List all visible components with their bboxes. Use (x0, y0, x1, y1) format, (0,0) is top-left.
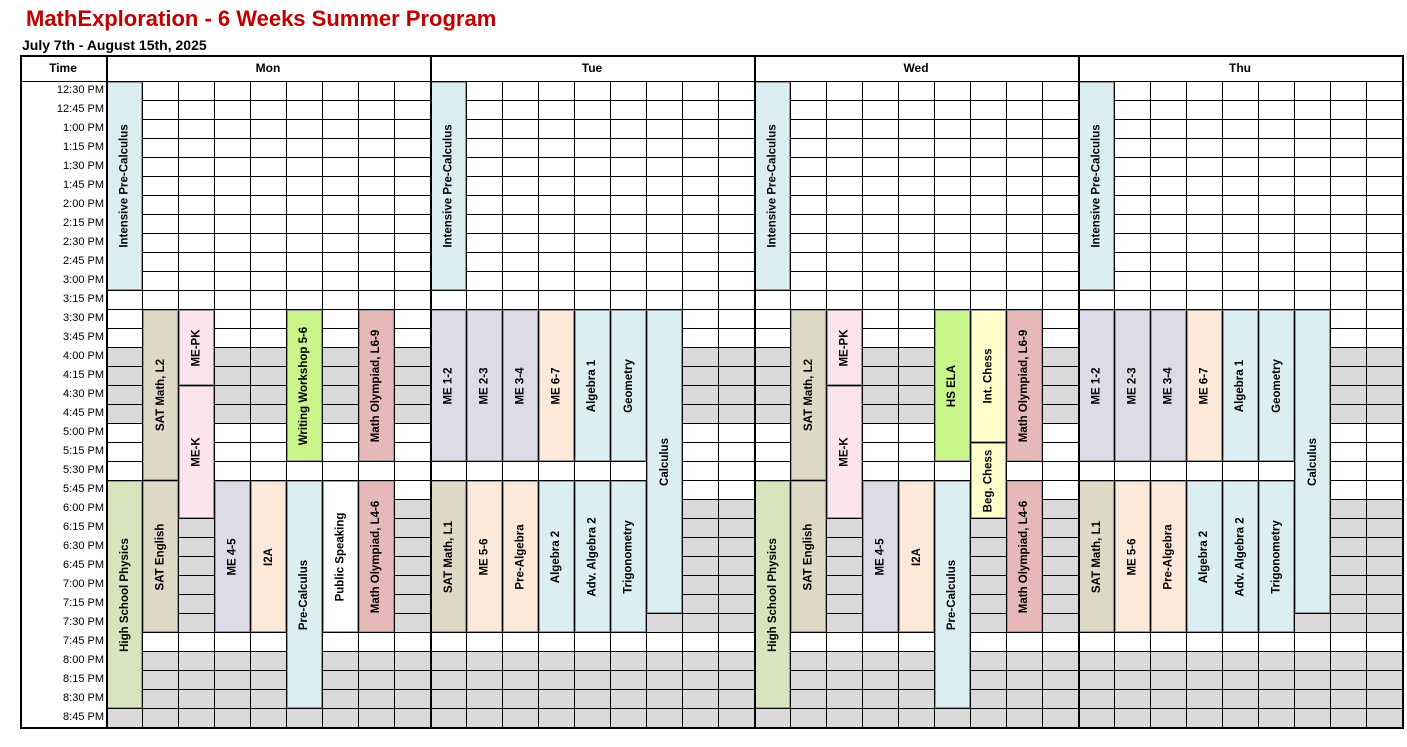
class-label: SAT English (802, 523, 815, 590)
class-block[interactable] (431, 82, 466, 290)
class-label: ME 3-4 (514, 366, 527, 405)
class-label: Pre-Calculus (298, 559, 311, 630)
day-border (1402, 55, 1404, 729)
class-block[interactable] (215, 481, 250, 632)
class-block[interactable] (1079, 481, 1114, 632)
time-label: 1:15 PM (63, 141, 104, 153)
class-block[interactable] (323, 481, 358, 632)
class-label: ME 6-7 (550, 366, 563, 405)
class-label: Algebra 2 (1198, 530, 1211, 583)
class-block[interactable] (179, 386, 214, 518)
time-label: 3:15 PM (63, 293, 104, 305)
class-label: Beg. Chess (982, 449, 995, 512)
day-header: Tue (581, 61, 603, 75)
class-label: Adv. Algebra 2 (586, 516, 599, 597)
class-block[interactable] (1151, 481, 1186, 632)
time-label: 3:45 PM (63, 331, 104, 343)
time-label: 8:30 PM (63, 692, 104, 704)
day-border (754, 55, 756, 729)
time-label: 6:45 PM (63, 559, 104, 571)
class-label: Trigonometry (622, 519, 635, 594)
class-block[interactable] (503, 481, 538, 632)
class-label: SAT Math, L1 (1090, 520, 1103, 593)
date-range: July 7th - August 15th, 2025 (22, 37, 207, 53)
class-label: Math Olympiad, L4-6 (370, 500, 383, 613)
class-block[interactable] (359, 481, 394, 632)
time-label: 5:45 PM (63, 483, 104, 495)
class-block[interactable] (467, 310, 502, 461)
class-label: Algebra 1 (1234, 359, 1247, 412)
time-label: 7:30 PM (63, 616, 104, 628)
class-block[interactable] (827, 386, 862, 518)
class-label: Math Olympiad, L6-9 (370, 329, 383, 442)
class-label: ME 6-7 (1198, 366, 1211, 405)
class-block[interactable] (971, 310, 1006, 442)
page-title: MathExploration - 6 Weeks Summer Program (26, 6, 497, 31)
class-label: Math Olympiad, L4-6 (1018, 500, 1031, 613)
class-block[interactable] (575, 481, 610, 632)
time-label: 8:00 PM (63, 654, 104, 666)
class-label: ME-K (190, 437, 203, 467)
class-block[interactable] (287, 310, 322, 461)
class-block[interactable] (827, 310, 862, 385)
class-block[interactable] (431, 310, 466, 461)
class-block[interactable] (1187, 310, 1222, 461)
class-label: ME 4-5 (874, 537, 887, 576)
class-block[interactable] (287, 481, 322, 708)
class-label: SAT Math, L1 (442, 520, 455, 593)
day-header: Thu (1229, 61, 1251, 75)
class-label: ME-PK (190, 328, 203, 367)
class-block[interactable] (791, 481, 826, 632)
time-label: 5:30 PM (63, 464, 104, 476)
time-label: 7:15 PM (63, 597, 104, 609)
time-label: 5:15 PM (63, 445, 104, 457)
class-label: Public Speaking (334, 512, 347, 601)
class-label: Pre-Calculus (946, 559, 959, 630)
class-block[interactable] (1295, 310, 1330, 613)
time-label: 2:30 PM (63, 236, 104, 248)
class-label: ME-K (838, 437, 851, 467)
day-border (1078, 55, 1080, 729)
class-block[interactable] (539, 481, 574, 632)
time-label: 4:00 PM (63, 350, 104, 362)
frame-bottom (20, 727, 1403, 729)
class-block[interactable] (1115, 310, 1150, 461)
time-label: 7:00 PM (63, 578, 104, 590)
day-border (430, 55, 432, 729)
class-label: ME 5-6 (1126, 537, 1139, 576)
class-block[interactable] (1079, 310, 1114, 461)
class-label: Intensive Pre-Calculus (118, 124, 131, 248)
class-block[interactable] (971, 443, 1006, 518)
class-block[interactable] (107, 481, 142, 708)
class-block[interactable] (359, 310, 394, 461)
class-label: ME 1-2 (442, 366, 455, 405)
class-label: Geometry (1270, 358, 1283, 413)
class-block[interactable] (107, 82, 142, 290)
class-label: I2A (262, 547, 275, 566)
class-label: Intensive Pre-Calculus (766, 124, 779, 248)
class-block[interactable] (1259, 481, 1294, 632)
class-block[interactable] (143, 310, 178, 480)
time-label: 2:45 PM (63, 255, 104, 267)
class-block[interactable] (791, 310, 826, 480)
day-header: Mon (255, 61, 281, 75)
class-block[interactable] (503, 310, 538, 461)
class-block[interactable] (935, 310, 970, 461)
class-label: High School Physics (766, 537, 779, 652)
time-label: 4:15 PM (63, 369, 104, 381)
class-block[interactable] (611, 310, 646, 461)
class-block[interactable] (143, 481, 178, 632)
time-header: Time (49, 61, 77, 75)
class-label: Algebra 2 (550, 530, 563, 583)
class-block[interactable] (1223, 310, 1258, 461)
time-label: 4:45 PM (63, 407, 104, 419)
class-block[interactable] (1187, 481, 1222, 632)
time-label: 8:15 PM (63, 673, 104, 685)
class-block[interactable] (179, 310, 214, 385)
class-label: ME 4-5 (226, 537, 239, 576)
time-label: 8:45 PM (63, 711, 104, 723)
class-block[interactable] (1115, 481, 1150, 632)
time-label: 6:15 PM (63, 521, 104, 533)
class-label: Pre-Algebra (1162, 523, 1175, 590)
time-label: 4:30 PM (63, 388, 104, 400)
class-block[interactable] (863, 481, 898, 632)
class-block[interactable] (467, 481, 502, 632)
class-label: High School Physics (118, 537, 131, 652)
time-label: 12:30 PM (56, 84, 104, 96)
class-label: Calculus (1306, 437, 1319, 486)
class-label: Pre-Algebra (514, 523, 527, 590)
class-label: Intensive Pre-Calculus (1090, 124, 1103, 248)
class-label: ME 2-3 (478, 366, 491, 405)
class-label: ME 1-2 (1090, 366, 1103, 405)
class-label: SAT Math, L2 (154, 359, 167, 431)
class-label: Trigonometry (1270, 519, 1283, 594)
class-block[interactable] (899, 481, 934, 632)
class-block[interactable] (575, 310, 610, 461)
class-label: ME 5-6 (478, 537, 491, 576)
time-label: 1:30 PM (63, 160, 104, 172)
class-block[interactable] (1223, 481, 1258, 632)
class-block[interactable] (539, 310, 574, 461)
class-label: Intensive Pre-Calculus (442, 124, 455, 248)
class-label: Adv. Algebra 2 (1234, 516, 1247, 597)
class-block[interactable] (1259, 310, 1294, 461)
class-label: Writing Workshop 5-6 (298, 326, 311, 445)
class-block[interactable] (755, 82, 790, 290)
class-label: Math Olympiad, L6-9 (1018, 329, 1031, 442)
time-label: 2:00 PM (63, 198, 104, 210)
class-block[interactable] (1007, 481, 1042, 632)
class-label: Int. Chess (982, 348, 995, 404)
class-label: Algebra 1 (586, 359, 599, 412)
class-block[interactable] (647, 310, 682, 613)
class-label: ME 2-3 (1126, 366, 1139, 405)
class-block[interactable] (1079, 82, 1114, 290)
class-block[interactable] (1151, 310, 1186, 461)
class-label: ME-PK (838, 328, 851, 367)
class-label: Geometry (622, 358, 635, 413)
time-label: 3:30 PM (63, 312, 104, 324)
class-block[interactable] (611, 481, 646, 632)
time-column-border (106, 55, 108, 729)
class-label: ME 3-4 (1162, 366, 1175, 405)
class-block[interactable] (935, 481, 970, 708)
class-label: SAT Math, L2 (802, 359, 815, 431)
class-block[interactable] (431, 481, 466, 632)
time-label: 3:00 PM (63, 274, 104, 286)
time-label: 6:00 PM (63, 502, 104, 514)
time-label: 7:45 PM (63, 635, 104, 647)
time-label: 12:45 PM (56, 103, 104, 115)
class-label: Calculus (658, 437, 671, 486)
class-block[interactable] (1007, 310, 1042, 461)
class-label: I2A (910, 547, 923, 566)
time-label: 2:15 PM (63, 217, 104, 229)
class-label: SAT English (154, 523, 167, 590)
time-label: 6:30 PM (63, 540, 104, 552)
class-block[interactable] (755, 481, 790, 708)
header-bottom-line (20, 81, 1403, 82)
class-label: HS ELA (946, 364, 959, 407)
time-label: 5:00 PM (63, 426, 104, 438)
class-block[interactable] (251, 481, 286, 632)
day-header: Wed (903, 61, 929, 75)
time-label: 1:45 PM (63, 179, 104, 191)
time-label: 1:00 PM (63, 122, 104, 134)
